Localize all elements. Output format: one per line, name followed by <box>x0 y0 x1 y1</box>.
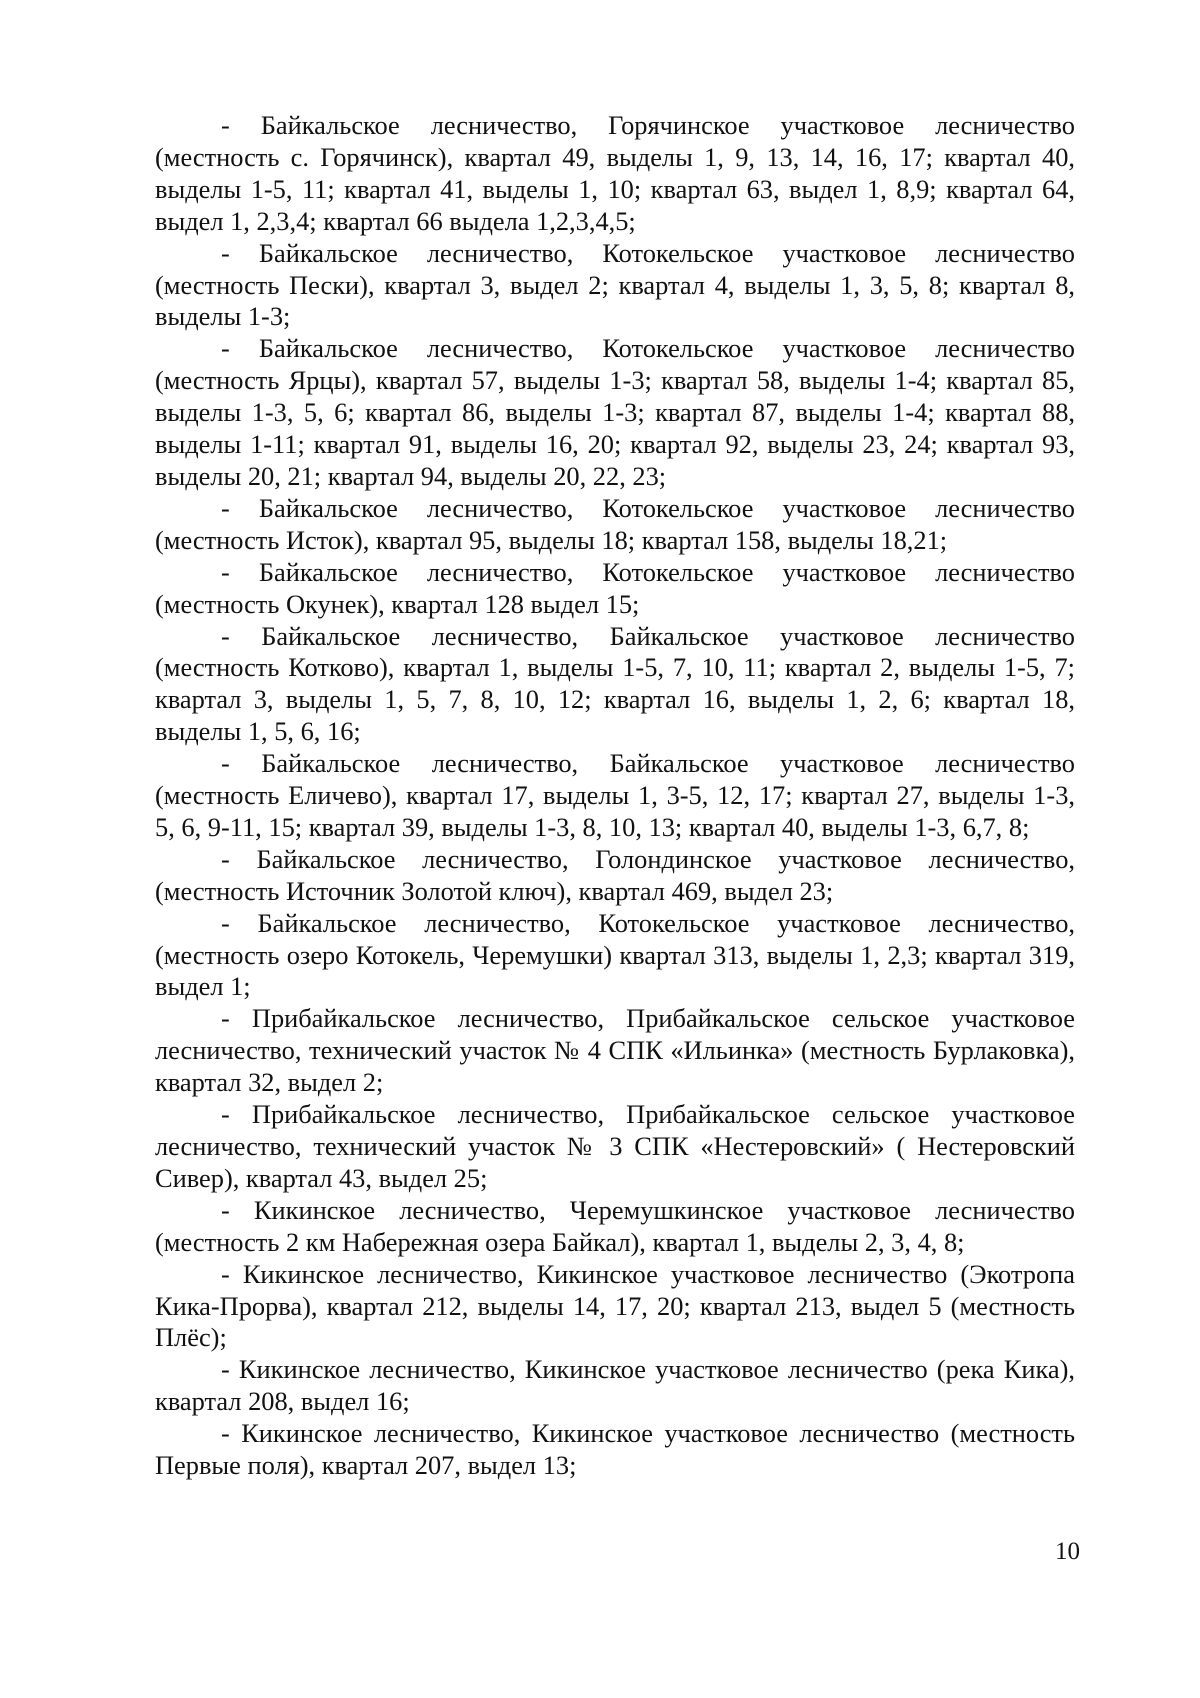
paragraph-peski: - Байкальское лесничество, Котокельское участковое лесничество (местность Пески), квартал 3, выдел 2; квартал 4, выделы 1, 3, 5, 8; квартал 8, выделы 1-3; <box>155 237 1075 332</box>
paragraph-kika-prorva: - Кикинское лесничество, Кикинское участковое лесничество (Экотропа Кика-Прорва), квартал 212, выделы 14, 17, 20; квартал 213, выдел 5 (местность Плёс); <box>155 1258 1075 1353</box>
paragraph-gorjachinsk: - Байкальское лесничество, Горячинское участковое лесничество (местность с. Горячинск), квартал 49, выделы 1, 9, 13, 14, 16, 17; квартал 40, выделы 1-5, 11; квартал 41, выделы 1, 10; квартал 63, выдел 1, 8,9; квартал 64, выдел 1, 2,3,4; квартал 66 выдела 1,2,3,4,5; <box>155 110 1075 236</box>
paragraph-kotokel-cheremushki: - Байкальское лесничество, Котокельское участковое лесничество, (местность озеро Котокель, Черемушки) квартал 313, выделы 1, 2,3; квартал 319, выдел 1; <box>155 907 1075 1002</box>
paragraph-nesterovskij: - Прибайкальское лесничество, Прибайкальское сельское участковое лесничество, технический участок № 3 СПК «Нестеровский» ( Нестеровский Сивер), квартал 43, выдел 25; <box>155 1099 1075 1193</box>
page-number: 10 <box>1055 1538 1080 1565</box>
paragraph-reka-kika: - Кикинское лесничество, Кикинское участковое лесничество (река Кика), квартал 208, выдел 16; <box>155 1354 1075 1417</box>
paragraph-pervye-polja: - Кикинское лесничество, Кикинское участковое лесничество (местность Первые поля), квартал 207, выдел 13; <box>155 1418 1075 1481</box>
paragraph-istok: - Байкальское лесничество, Котокельское участковое лесничество (местность Исток), квартал 95, выделы 18; квартал 158, выделы 18,21; <box>155 492 1075 555</box>
paragraph-okunek: - Байкальское лесничество, Котокельское участковое лесничество (местность Окунек), квартал 128 выдел 15; <box>155 556 1075 619</box>
document-body <box>155 110 1075 1482</box>
paragraph-jarcy: - Байкальское лесничество, Котокельское участковое лесничество (местность Ярцы), квартал 57, выделы 1-3; квартал 58, выделы 1-4; квартал 85, выделы 1-3, 5, 6; квартал 86, выделы 1-3; квартал 87, выделы 1-4; квартал 88, выделы 1-11; квартал 91, выделы 16, 20; квартал 92, выделы 23, 24; квартал 93, выделы 20, 21; квартал 94, выделы 20, 22, 23; <box>155 333 1075 491</box>
paragraph-burlakovka: - Прибайкальское лесничество, Прибайкальское сельское участковое лесничество, технический участок № 4 СПК «Ильинка» (местность Бурлаковка), квартал 32, выдел 2; <box>155 1003 1075 1098</box>
paragraph-zolotoj-kljuch: - Байкальское лесничество, Голондинское участковое лесничество, (местность Источник Золотой ключ), квартал 469, выдел 23; <box>155 843 1075 906</box>
paragraph-naberezhnaja: - Кикинское лесничество, Черемушкинское участковое лесничество (местность 2 км Набережная озера Байкал), квартал 1, выделы 2, 3, 4, 8; <box>155 1194 1075 1257</box>
paragraph-elichevo: - Байкальское лесничество, Байкальское участковое лесничество (местность Еличево), квартал 17, выделы 1, 3-5, 12, 17; квартал 27, выделы 1-3, 5, 6, 9-11, 15; квартал 39, выделы 1-3, 8, 10, 13; квартал 40, выделы 1-3, 6,7, 8; <box>155 748 1075 842</box>
paragraph-kotkovo: - Байкальское лесничество, Байкальское участковое лесничество (местность Котково), квартал 1, выделы 1-5, 7, 10, 11; квартал 2, выделы 1-5, 7; квартал 3, выделы 1, 5, 7, 8, 10, 12; квартал 16, выделы 1, 2, 6; квартал 18, выделы 1, 5, 6, 16; <box>155 620 1075 747</box>
